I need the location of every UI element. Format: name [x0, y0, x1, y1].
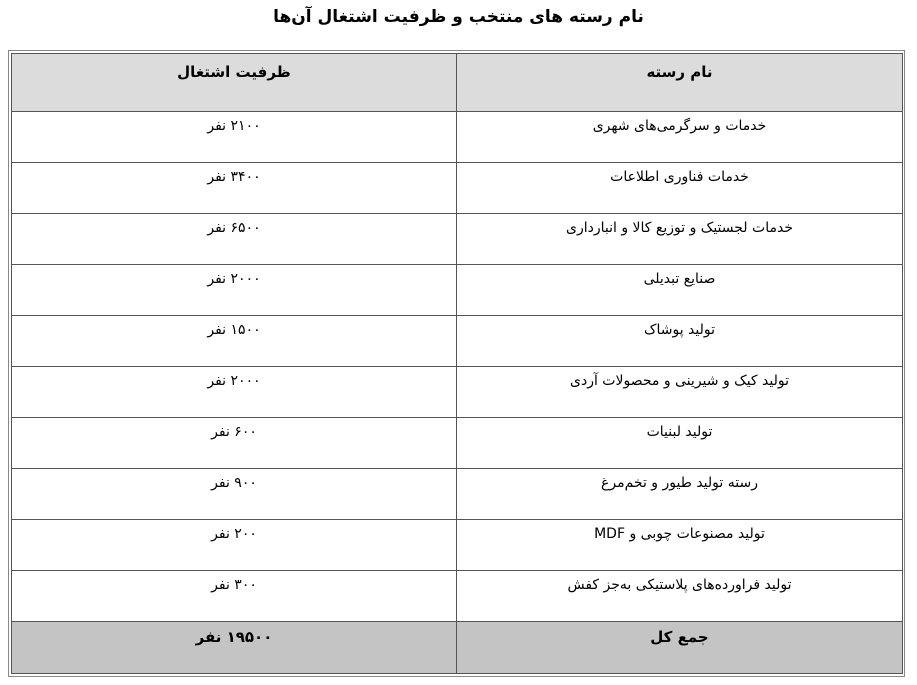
table-row	[12, 112, 903, 163]
column-header-capacity: ظرفیت اشتغال	[12, 54, 457, 112]
column-header-name: نام رسته	[457, 54, 903, 112]
cell-sector-name: تولید مصنوعات چوبی و MDF	[457, 520, 903, 571]
cell-capacity: ۲۱۰۰ نفر	[12, 112, 457, 163]
cell-capacity: ۲۰۰ نفر	[12, 520, 457, 571]
total-row	[12, 622, 903, 674]
page-title: نام رسته های منتخب و ظرفیت اشتغال آن‌ها	[273, 7, 644, 27]
table-row	[12, 418, 903, 469]
cell-capacity: ۱۵۰۰ نفر	[12, 316, 457, 367]
table-row	[12, 571, 903, 622]
cell-sector-name: رسته تولید طیور و تخم‌مرغ	[457, 469, 903, 520]
cell-sector-name: تولید کیک و شیرینی و محصولات آردی	[457, 367, 903, 418]
table-row	[12, 316, 903, 367]
cell-sector-name: صنایع تبدیلی	[457, 265, 903, 316]
cell-sector-name: خدمات لجستیک و توزیع کالا و انبارداری	[457, 214, 903, 265]
cell-capacity: ۳۰۰ نفر	[12, 571, 457, 622]
table-row	[12, 520, 903, 571]
total-capacity: ۱۹۵۰۰ نفر	[12, 622, 457, 674]
cell-sector-name: تولید فراورده‌های پلاستیکی به‌جز کفش	[457, 571, 903, 622]
cell-capacity: ۶۰۰ نفر	[12, 418, 457, 469]
cell-sector-name: خدمات و سرگرمی‌های شهری	[457, 112, 903, 163]
table-row	[12, 367, 903, 418]
cell-capacity: ۲۰۰۰ نفر	[12, 367, 457, 418]
cell-sector-name: خدمات فناوری اطلاعات	[457, 163, 903, 214]
table-row	[12, 163, 903, 214]
table-row	[12, 265, 903, 316]
table-header-row	[12, 54, 903, 112]
cell-sector-name: تولید پوشاک	[457, 316, 903, 367]
cell-capacity: ۶۵۰۰ نفر	[12, 214, 457, 265]
table-row	[12, 469, 903, 520]
table-row	[12, 214, 903, 265]
cell-capacity: ۲۰۰۰ نفر	[12, 265, 457, 316]
cell-capacity: ۹۰۰ نفر	[12, 469, 457, 520]
cell-capacity: ۳۴۰۰ نفر	[12, 163, 457, 214]
cell-sector-name: تولید لبنیات	[457, 418, 903, 469]
total-label: جمع کل	[457, 622, 903, 674]
capacity-table	[11, 53, 903, 674]
